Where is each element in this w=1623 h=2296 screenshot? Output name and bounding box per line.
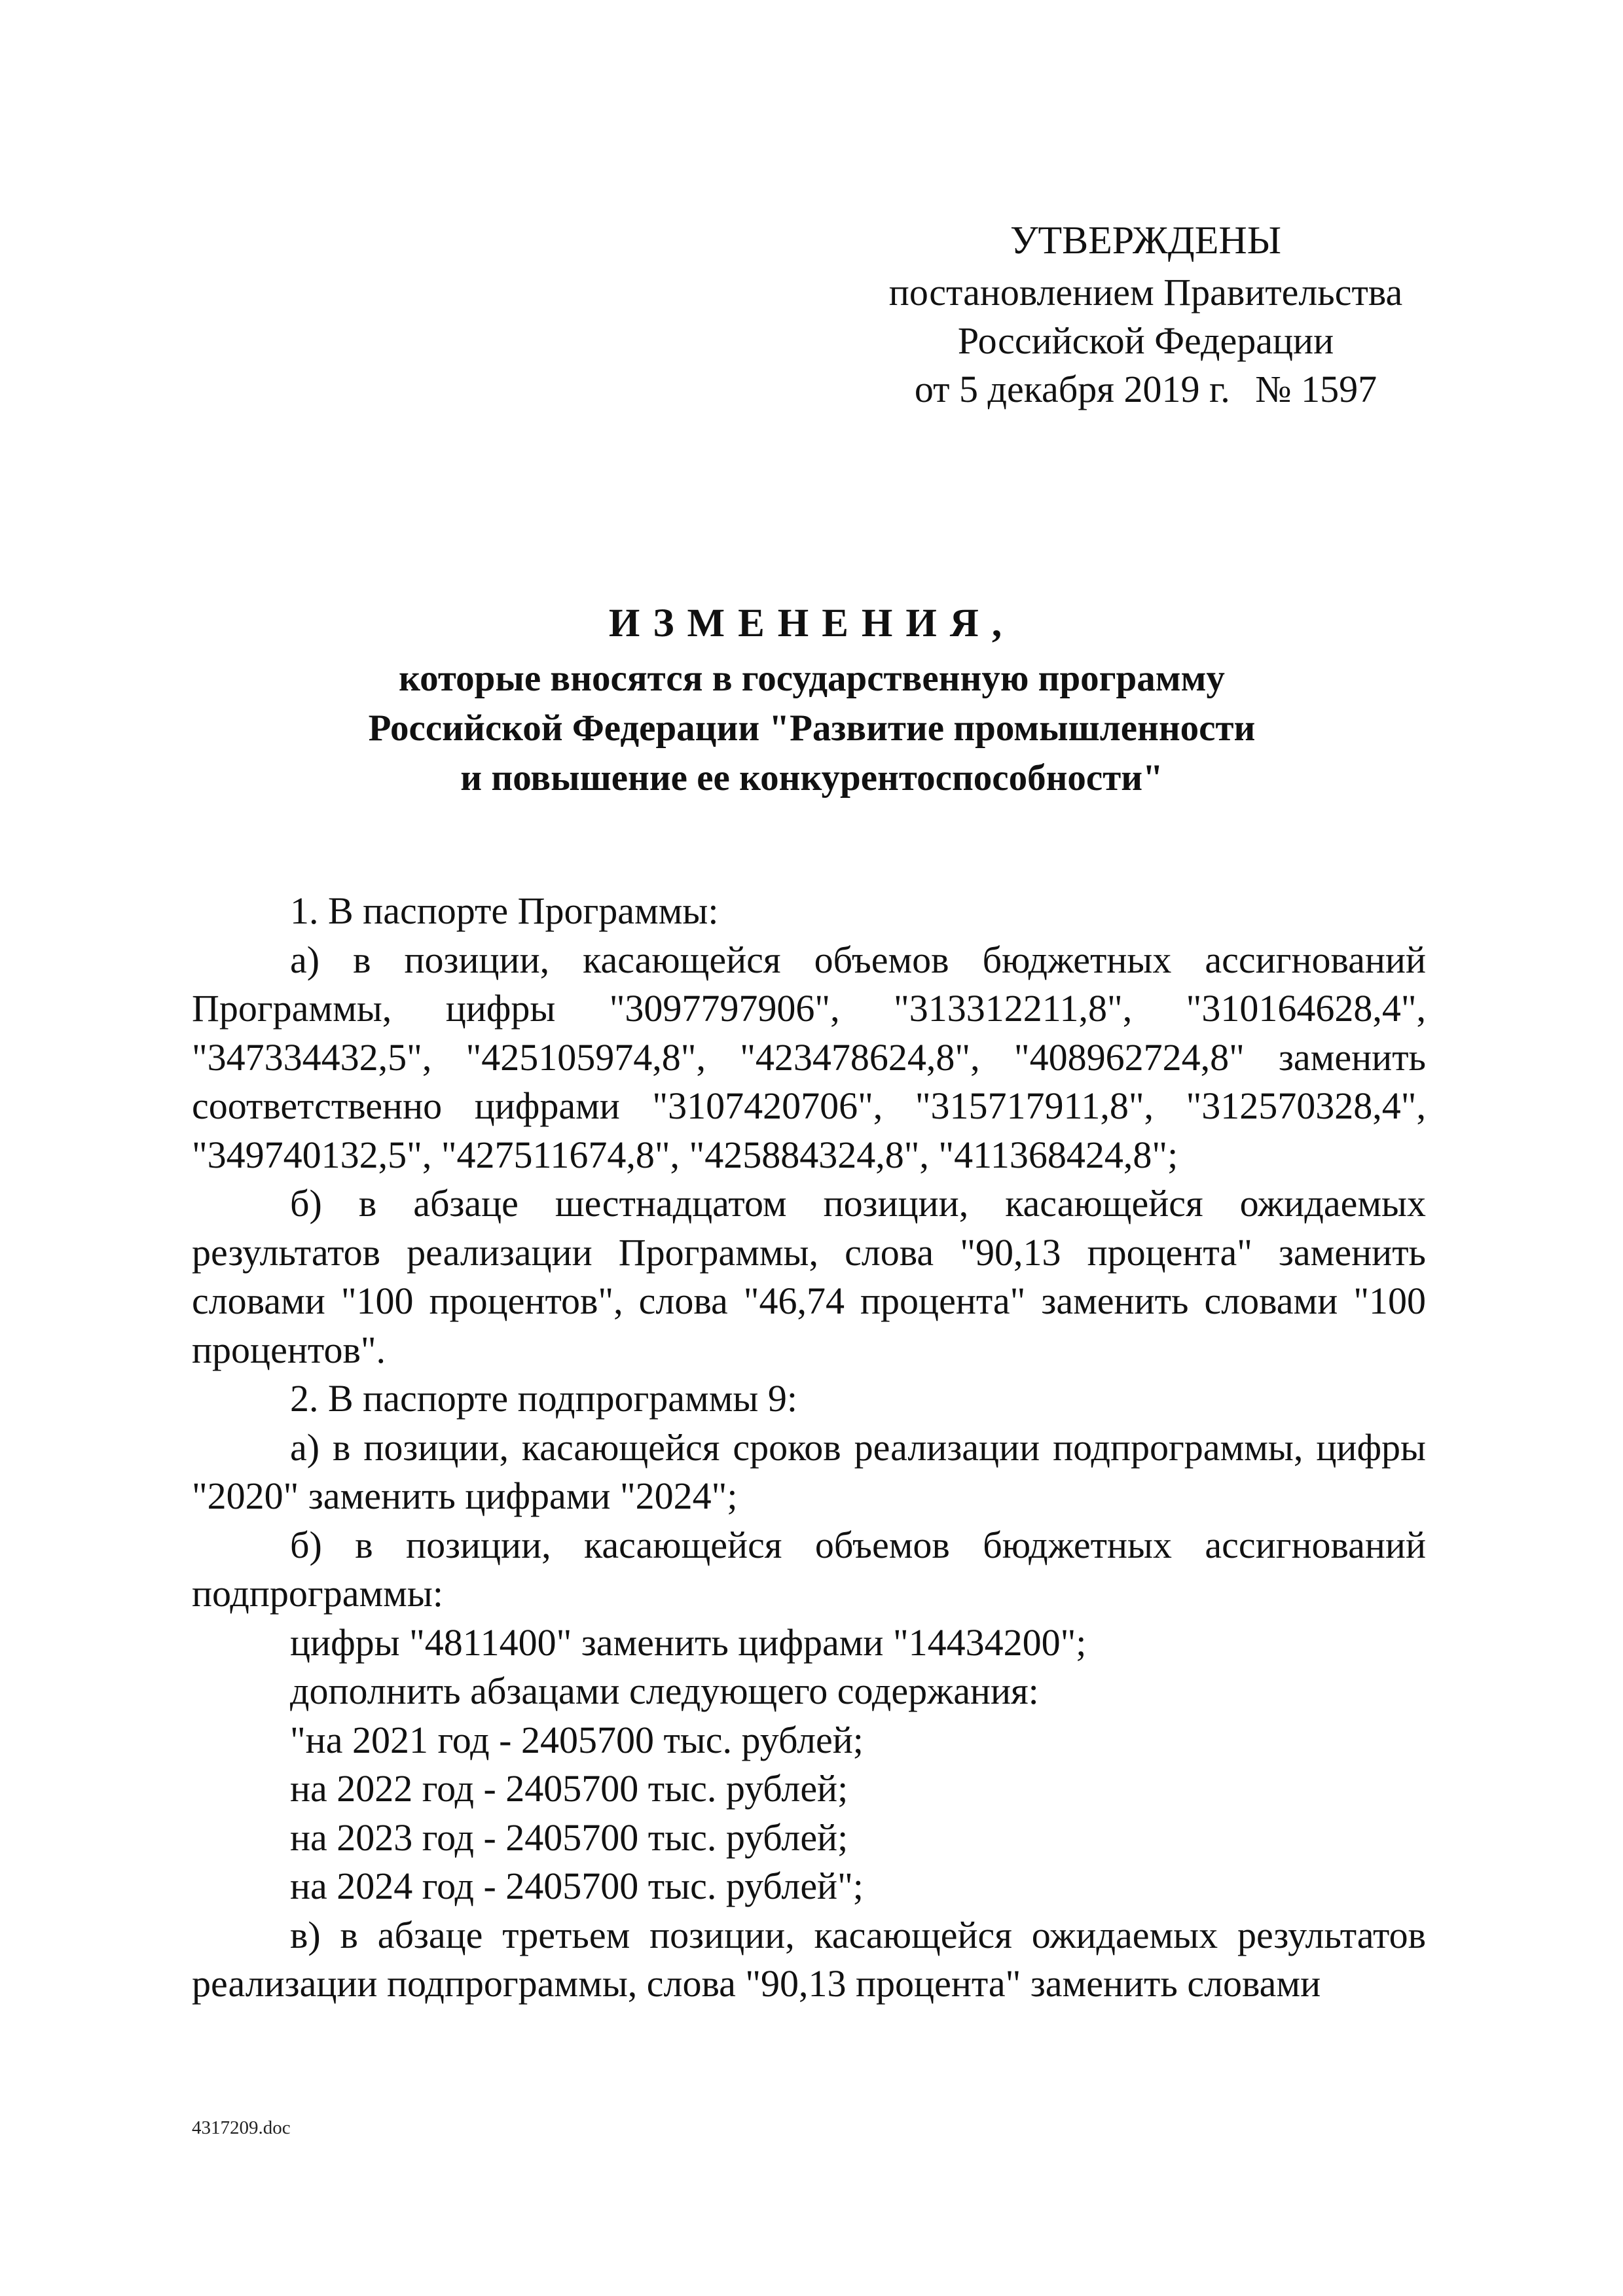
paragraph: а) в позиции, касающейся объемов бюджетных ассигнований Программы, цифры "3097797906", "313312211,8", "310164628,4", "347334432,5", "425105974,8", "423478624,8", "408962724,8" заменить соответственно цифрами "3107420706", "315717911,8", "312570328,4", "349740132,5", "427511674,8", "425884324,8", "411368424,8"; [192, 938, 1426, 1176]
approval-line-2: Российской Федерации [957, 319, 1334, 362]
paragraph: 2. В паспорте подпрограммы 9: [290, 1377, 798, 1420]
approval-stamp-block [851, 216, 1440, 414]
approval-number: 1597 [1301, 368, 1377, 410]
paragraph: на 2022 год - 2405700 тыс. рублей; [290, 1767, 848, 1810]
approval-line-1: постановлением Правительства [888, 271, 1403, 314]
document-subtitle-line-2: Российской Федерации "Развитие промышленности [368, 708, 1256, 749]
paragraph: б) в абзаце шестнадцатом позиции, касающейся ожидаемых результатов реализации Программы, слова "90,13 процента" заменить словами "100 процентов", слова "46,74 процента" заменить словами "100 процентов". [192, 1182, 1426, 1371]
document-body [192, 887, 1426, 2009]
paragraph: б) в позиции, касающейся объемов бюджетных ассигнований подпрограммы: [192, 1523, 1426, 1615]
paragraph: а) в позиции, касающейся сроков реализации подпрограммы, цифры "2020" заменить цифрами "2024"; [192, 1426, 1426, 1517]
approval-date-line [851, 365, 1440, 414]
document-title-block [164, 599, 1460, 803]
approval-heading: УТВЕРЖДЕНЫ [1010, 219, 1282, 262]
document-title: ИЗМЕНЕНИЯ, [608, 601, 1015, 645]
paragraph: 1. В паспорте Программы: [290, 889, 719, 932]
paragraph: "на 2021 год - 2405700 тыс. рублей; [290, 1718, 864, 1761]
paragraph: в) в абзаце третьем позиции, касающейся ожидаемых результатов реализации подпрограммы, слова "90,13 процента" заменить словами [192, 1913, 1426, 2005]
document-subtitle-line-1: которые вносятся в государственную программу [399, 658, 1225, 699]
paragraph: на 2023 год - 2405700 тыс. рублей; [290, 1816, 848, 1859]
paragraph: дополнить абзацами следующего содержания: [290, 1670, 1039, 1712]
paragraph: на 2024 год - 2405700 тыс. рублей"; [290, 1865, 864, 1907]
footer-doc-id: 4317209.doc [192, 2117, 291, 2138]
approval-number-sign: № [1255, 368, 1292, 410]
approval-date: от 5 декабря 2019 г. [914, 368, 1230, 410]
document-subtitle-line-3: и повышение ее конкурентоспособности" [460, 757, 1163, 798]
paragraph: цифры "4811400" заменить цифрами "14434200"; [290, 1621, 1087, 1664]
